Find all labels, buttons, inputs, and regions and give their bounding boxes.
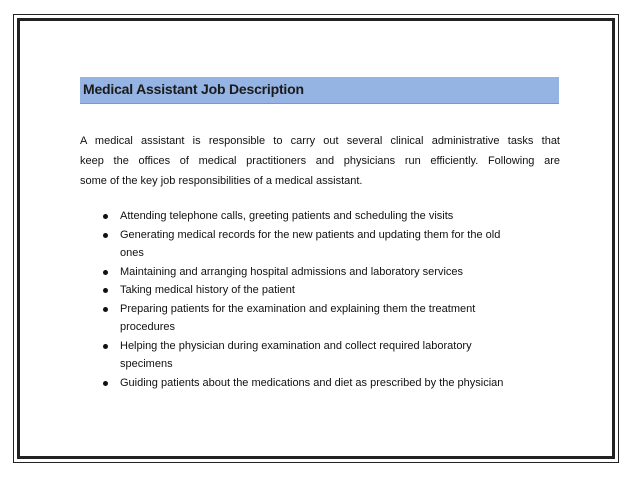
bullet-icon [103,307,108,312]
list-item-text: Maintaining and arranging hospital admissions and laboratory services [120,265,464,278]
bullet-icon [103,233,108,238]
list-item-text: Guiding patients about the medications and diet as prescribed by the physician [120,376,504,389]
list-item-text-continued: ones [120,247,144,259]
list-item-text: Taking medical history of the patient [120,284,295,296]
intro-line: keep the offices of medical practitioners and physicians run efficiently. Following are [80,155,560,167]
list-item-text: Attending telephone calls, greeting patients and scheduling the visits [120,210,454,222]
intro-line: some of the key job responsibilities of a medical assistant. [80,175,363,187]
intro-line: A medical assistant is responsible to carry out several clinical administrative tasks that [80,135,560,147]
list-item [100,300,560,337]
list-item-text: Preparing patients for the examination and explaining them the treatment [120,302,476,315]
bullet-icon [103,381,108,386]
bullet-icon [103,270,108,275]
bullet-icon [103,288,108,293]
responsibilities-list [100,207,560,392]
bullet-icon [103,214,108,219]
list-item [100,374,560,393]
list-item-text: Generating medical records for the new patients and updating them for the old [120,228,501,241]
list-item-text: Helping the physician during examination and collect required laboratory [120,339,472,352]
bullet-icon [103,344,108,349]
list-item [100,226,560,263]
list-item-text-continued: specimens [120,358,173,370]
list-item [100,207,560,226]
page-title: Medical Assistant Job Description [83,81,304,97]
list-item [100,263,560,282]
intro-paragraph [80,131,560,191]
list-item [100,337,560,374]
heading-bar [80,77,559,104]
list-item [100,281,560,300]
list-item-text-continued: procedures [120,321,176,333]
